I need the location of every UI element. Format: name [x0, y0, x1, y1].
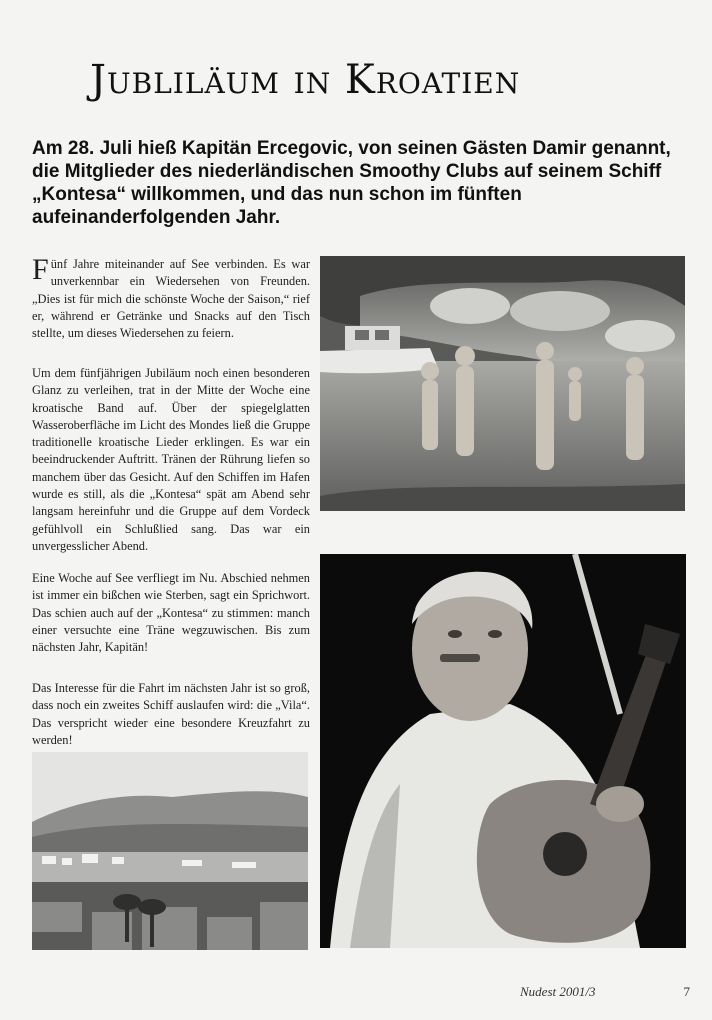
paragraph-1 [32, 253, 310, 342]
paragraph-1-text: ünf Jahre miteinander auf See verbinden. Es war unverkennbar ein Wiedersehen von Freunden. „Dies ist für mich die schönste Woche der Saison,“ rief er, während er Getränke und Snacks auf den Tisch stellte, um dieses Wiedersehen zu feiern. [32, 257, 310, 341]
paragraph-4 [32, 680, 310, 749]
harbor-town-image [32, 752, 308, 950]
drop-cap: F [32, 253, 49, 286]
paragraph-2 [32, 365, 310, 555]
guitar-player-image [320, 554, 686, 948]
paragraph-4-text: Das Interesse für die Fahrt im nächsten Jahr ist so groß, dass noch ein zweites Schiff auslaufen wird: die „Vila“. Das verspricht wieder eine besondere Kreuzfahrt zu werden! [32, 681, 310, 747]
page-number: 7 [683, 984, 690, 999]
paragraph-2-text: Um dem fünfjährigen Jubiläum noch einen besonderen Glanz zu verleihen, trat in der Mitte der Woche eine kroatische Band auf. Über der spiegelglatten Wasseroberfläche im Licht des Mondes ließ die Gruppe traditionelle kroatische Lieder erklingen. Es war ein beeindruckender Auftritt. Tränen der Rührung liefen so manchem über das Gesicht. Auf den Schiffen im Hafen wurde es still, als die „Kontesa“ spät am Abend sehr langsam hereinfuhr und die Gruppe auf dem Vordeck gefühlvoll ein Schlußlied sang. Das war ein unvergesslicher Abend. [32, 366, 310, 553]
magazine-issue: Nudest 2001/3 [520, 984, 596, 999]
harbor-town-photo [32, 752, 308, 950]
page-footer [520, 984, 690, 1000]
paragraph-3-text: Eine Woche auf See verfliegt im Nu. Abschied nehmen ist immer ein bißchen wie Sterben, sagt ein Sprichwort. Das schien auch auf der „Kontesa“ zu stimmen: manch einer versuchte eine Träne wegzuwischen. Bis zum nächsten Jahr, Kapitän! [32, 571, 310, 655]
paragraph-3 [32, 570, 310, 656]
beach-photo [320, 256, 685, 511]
guitar-player-photo [320, 554, 686, 948]
article-title: Jubliläum in Kroatien [90, 57, 521, 103]
beach-photo-image [320, 256, 685, 511]
article-lead: Am 28. Juli hieß Kapitän Ercegovic, von seinen Gästen Damir genannt, die Mitglieder des niederländischen Smoothy Clubs auf seinem Schiff „Kontesa“ willkommen, und das nun schon im fünften aufeinanderfolgenden Jahr. [32, 138, 671, 228]
